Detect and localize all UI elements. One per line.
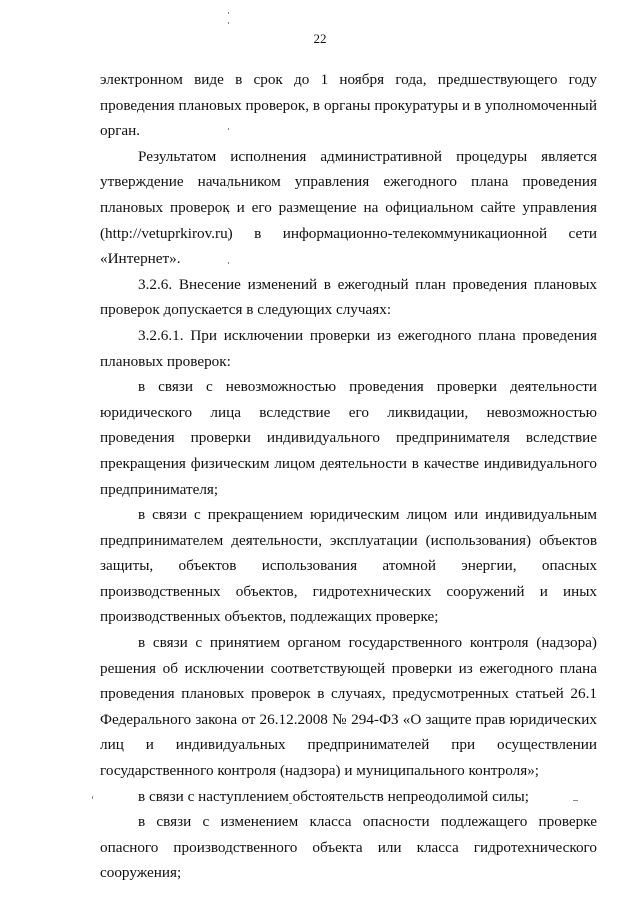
body-text bbox=[100, 67, 597, 886]
paragraph-case-hazard-class: в связи с изменением класса опасности подлежащего проверке опасного производственного объекта или класса гидротехнического сооружения; bbox=[100, 813, 597, 882]
page-number: 22 bbox=[313, 31, 327, 46]
scan-mark bbox=[92, 796, 93, 799]
paragraph-case-liquidation: в связи с невозможностью проведения проверки деятельности юридического лица вследствие его ликвидации, невозможностью проведения проверки индивидуального предпринимателя вследствие прекращения физическим лицом деятельности в качестве индивидуального предпринимателя; bbox=[100, 378, 597, 498]
paragraph-case-force-majeure: в связи с наступлением обстоятельств непреодолимой силы; bbox=[138, 787, 529, 805]
paragraph-case-termination: в связи с прекращением юридическим лицом или индивидуальным предпринимателем деятельности, эксплуатации (использования) объектов защиты, объектов использования атомной энергии, опасных производственных объектов, гидротехнических сооружений и иных производственных объектов, подлежащих проверке; bbox=[100, 506, 597, 626]
scan-fold-mark bbox=[228, 12, 229, 14]
paragraph-case-authority-decision: в связи с принятием органом государственного контроля (надзора) решения об исключении соответствующей проверки из ежегодного плана проведения плановых проверок в случаях, предусмотренных статьей 26.1 Федерального закона от 26.12.2008 № 294-ФЗ «О защите прав юридических лиц и индивидуальных предпринимателей при осуществлении государственного контроля (надзора) и муниципального контроля»; bbox=[100, 634, 597, 780]
paragraph-result: Результатом исполнения административной процедуры является утверждение начальником управления ежегодного плана проведения плановых проверок и его размещение на официальном сайте управления (http://vetuprkirov.ru) в информационно-телекоммуникационной сети «Интернет». bbox=[100, 147, 597, 268]
paragraph-continuation: электронном виде в срок до 1 ноября года, предшествующего году проведения плановых проверок, в органы прокуратуры и в уполномоченный орган. bbox=[100, 71, 597, 140]
paragraph-clause-3-2-6-1: 3.2.6.1. При исключении проверки из ежегодного плана проведения плановых проверок: bbox=[100, 326, 597, 370]
scan-fold-mark bbox=[228, 22, 229, 24]
paragraph-clause-3-2-6: 3.2.6. Внесение изменений в ежегодный план проведения плановых проверок допускается в следующих случаях: bbox=[100, 275, 597, 319]
